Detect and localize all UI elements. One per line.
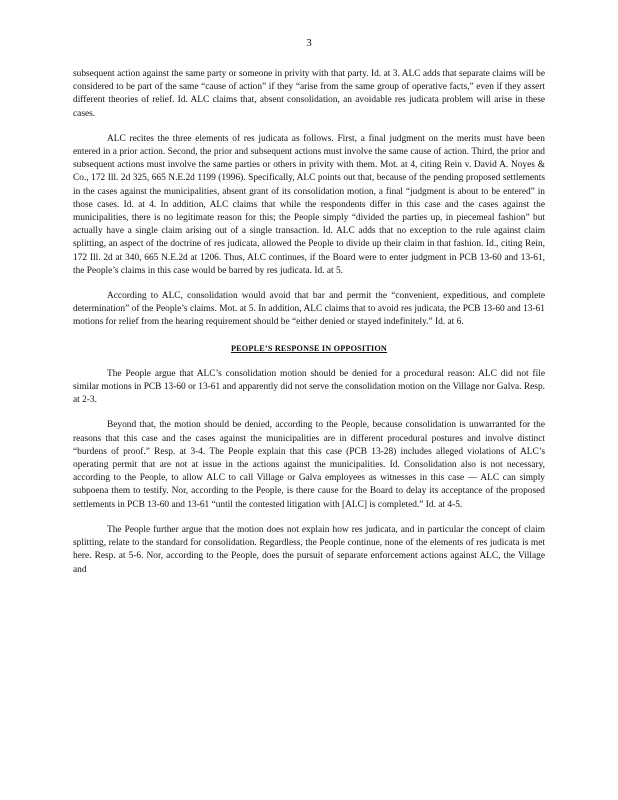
paragraph: subsequent action against the same party or someone in privity with that party. Id. at 3. ALC adds that separate claims will be considered to be part of the same “cause of action” if they “arise from the same group of operative facts,” even if they assert different theories of relief. Id. ALC claims that, absent consolidation, an avoidable res judicata problem will arise in these cases.: [73, 69, 545, 119]
paragraph: ALC recites the three elements of res judicata as follows. First, a final judgment on the merits must have been entered in a prior action. Second, the prior and subsequent actions must involve the same cause of action. Third, the prior and subsequent actions must involve the same parties or others in privity with them. Mot. at 4, citing Rein v. David A. Noyes & Co., 172 Ill. 2d 325, 665 N.E.2d 1199 (1996). Specifically, ALC points out that, because of the pending proposed settlements in the cases against the municipalities, absent grant of its consolidation motion, a final “judgment is about to be entered” in those cases. Id. at 4. In addition, ALC claims that while the respondents differ in this case and the cases against the municipalities, there is no legitimate reason for this; the People simply “divided the parties up, in piecemeal fashion” but actually have a single claim arising out of a single transaction. Id. ALC adds that no exception to the rule against claim splitting, an aspect of the doctrine of res judicata, allowed the People to divide up their claim in that fashion. Id., citing Rein, 172 Ill. 2d at 340, 665 N.E.2d at 1206. Thus, ALC continues, if the Board were to enter judgment in PCB 13-60 and 13-61, the People’s claims in this case would be barred by res judicata. Id. at 5.: [73, 133, 545, 276]
paragraph: According to ALC, consolidation would avoid that bar and permit the “convenient, expeditious, and complete determination” of the People’s claims. Mot. at 5. In addition, ALC claims that to avoid res judicata, the PCB 13-60 and 13-61 motions for relief from the hearing requirement should be “either denied or stayed indefinitely.” Id. at 6.: [73, 291, 545, 328]
section-heading-text: PEOPLE’S RESPONSE IN OPPOSITION: [230, 343, 388, 353]
section-heading: [73, 342, 545, 355]
paragraph: The People argue that ALC’s consolidation motion should be denied for a procedural reason: ALC did not file similar motions in PCB 13-60 or 13-61 and apparently did not serve the consolidation motion on the Village nor Galva. Resp. at 2-3.: [73, 368, 545, 406]
paragraph: The People further argue that the motion does not explain how res judicata, and in particular the concept of claim splitting, relate to the standard for consolidation. Regardless, the People continue, none of the elements of res judicata is met here. Resp. at 5-6. Nor, according to the People, does the pursuit of separate enforcement actions against ALC, the Village and: [73, 524, 545, 575]
page-number: 3: [306, 37, 312, 49]
paragraph: Beyond that, the motion should be denied, according to the People, because consolidation is unwarranted for the reasons that this case and the cases against the municipalities are in different procedural postures and involve distinct “burdens of proof.” Resp. at 3-4. The People explain that this case (PCB 13-28) includes alleged violations of ALC’s operating permit that are not at issue in the actions against the municipalities. Id. Consolidation also is not necessary, according to the People, to allow ALC to call Village or Galva employees as witnesses in this case — ALC can simply subpoena them to testify. Nor, according to the People, is there cause for the Board to delay its acceptance of the proposed settlements in PCB 13-60 and 13-61 “until the contested litigation with [ALC] is completed.” Id. at 4-5.: [73, 420, 545, 510]
document-body: [73, 68, 545, 589]
